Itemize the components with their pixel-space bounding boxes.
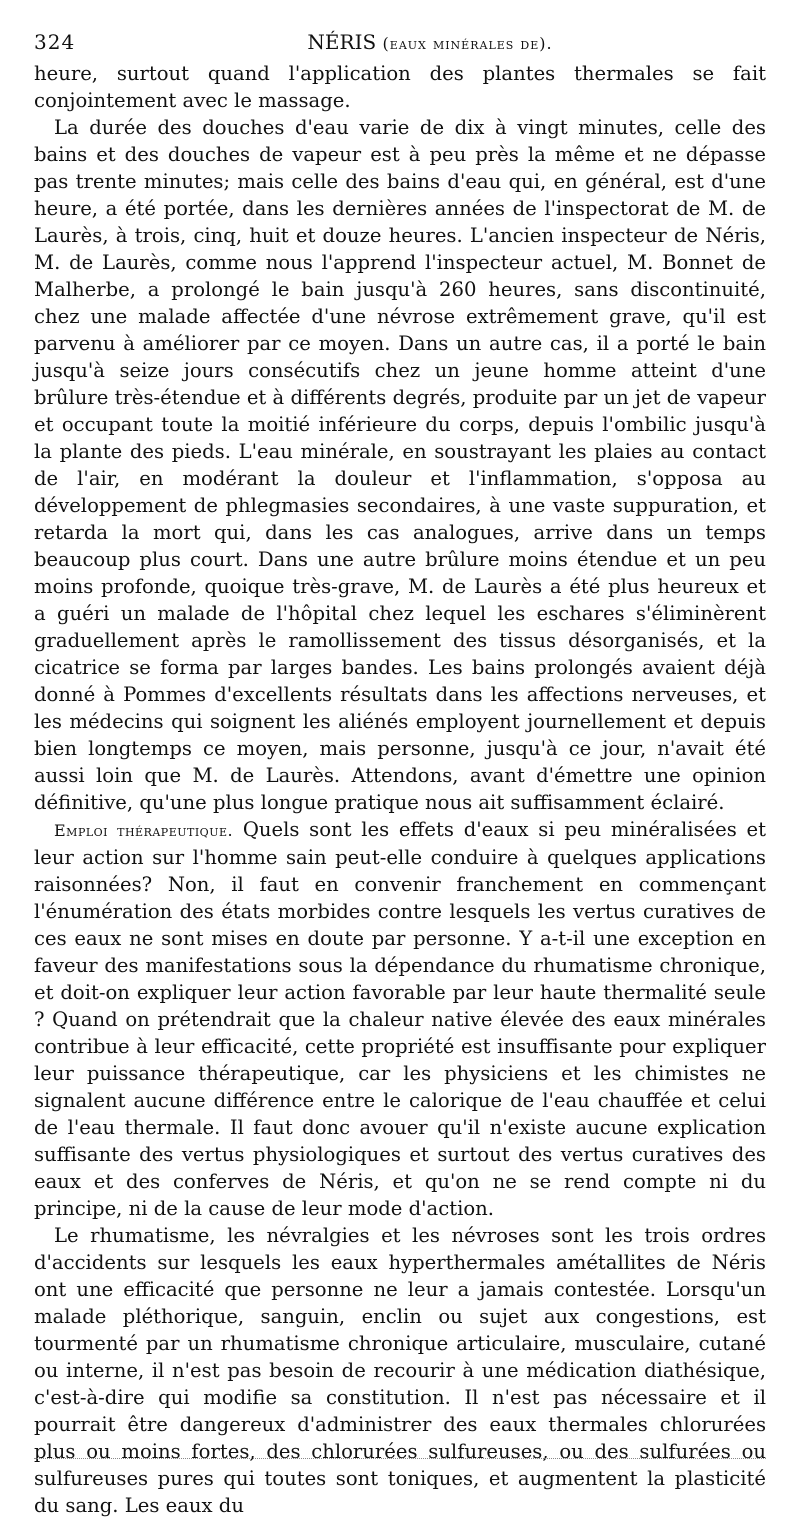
running-header (34, 30, 766, 60)
document-page (34, 30, 766, 1519)
paragraph-rheumatism: Le rhumatisme, les névralgies et les névroses sont les trois ordres d'accidents sur lesquels les eaux hyperthermales amétallites de Néris ont une efficacité que personne ne leur a jamais contestée. Lorsqu'un malade pléthorique, sanguin, enclin ou sujet aux congestions, est tourmenté par un rhumatisme chronique articulaire, musculaire, cutané ou interne, il n'est pas besoin de recourir à une médication diathésique, c'est-à-dire qui modifie sa constitution. Il n'est pas nécessaire et il pourrait être dangereux d'administrer des eaux thermales chlorurées plus ou moins fortes, des chlorurées sulfureuses, ou des sulfurées ou sulfureuses pures qui toutes sont toniques, et augmentent la plasticité du sang. Les eaux du (34, 1224, 766, 1517)
page-number: 324 (34, 30, 76, 54)
running-title (34, 30, 766, 54)
paragraph-therapeutic-use (34, 816, 766, 1222)
footer-divider (34, 1458, 766, 1459)
section-heading: Emploi thérapeutique. (54, 821, 234, 840)
body-text (34, 60, 766, 1519)
paragraph-douches-duration: La durée des douches d'eau varie de dix à vingt minutes, celle des bains et des douches de vapeur est à peu près la même et ne dépasse pas trente minutes; mais celle des bains d'eau qui, en général, est d'une heure, a été portée, dans les dernières années de l'inspectorat de M. de Laurès, à trois, cinq, huit et douze heures. L'ancien inspecteur de Néris, M. de Laurès, comme nous l'apprend l'inspecteur actuel, M. Bonnet de Malherbe, a prolongé le bain jusqu'à 260 heures, sans discontinuité, chez une malade affectée d'une névrose extrêmement grave, qu'il est parvenu à améliorer par ce moyen. Dans un autre cas, il a porté le bain jusqu'à seize jours consécutifs chez un jeune homme atteint d'une brûlure très-étendue et à différents degrés, produite par un jet de vapeur et occupant toute la moitié inférieure du corps, depuis l'ombilic jusqu'à la plante des pieds. L'eau minérale, en soustrayant les plaies au contact de l'air, en modérant la douleur et l'inflammation, s'opposa au développement de phlegmasies secondaires, à une vaste suppuration, et retarda la mort qui, dans les cas analogues, arrive dans un temps beaucoup plus court. Dans une autre brûlure moins étendue et un peu moins profonde, quoique très-grave, M. de Laurès a été plus heureux et a guéri un malade de l'hôpital chez lequel les eschares s'éliminèrent graduellement après le ramollissement des tissus désorganisés, et la cicatrice se forma par larges bandes. Les bains prolongés avaient déjà donné à Pommes d'excellents résultats dans les affections nerveuses, et les médecins qui soignent les aliénés employent journellement et depuis bien longtemps ce moyen, mais personne, jusqu'à ce jour, n'avait été aussi loin que M. de Laurès. Attendons, avant d'émettre une opinion définitive, qu'une plus longue pratique nous ait suffisamment éclairé. (34, 116, 766, 814)
running-title-main: NÉRIS (307, 30, 377, 54)
paragraph-continuation: heure, surtout quand l'application des plantes thermales se fait conjointement avec le massage. (34, 62, 766, 112)
running-title-subtitle: (eaux minérales de). (382, 34, 553, 53)
paragraph-therapeutic-text: Quels sont les effets d'eaux si peu minéralisées et leur action sur l'homme sain peut-elle conduire à quelques applications raisonnées? Non, il faut en convenir franchement en commençant l'énumération des états morbides contre lesquels les vertus curatives de ces eaux ne sont mises en doute par personne. Y a-t-il une exception en faveur des manifestations sous la dépendance du rhumatisme chronique, et doit-on expliquer leur action favorable par leur haute thermalité seule ? Quand on prétendrait que la chaleur native élevée des eaux minérales contribue à leur efficacité, cette propriété est insuffisante pour expliquer leur puissance thérapeutique, car les physiciens et les chimistes ne signalent aucune différence entre le calorique de l'eau chauffée et celui de l'eau thermale. Il faut donc avouer qu'il n'existe aucune explication suffisante des vertus physiologiques et surtout des vertus curatives des eaux et des conferves de Néris, et qu'on ne se rend compte ni du principe, ni de la cause de leur mode d'action. (34, 818, 767, 1220)
